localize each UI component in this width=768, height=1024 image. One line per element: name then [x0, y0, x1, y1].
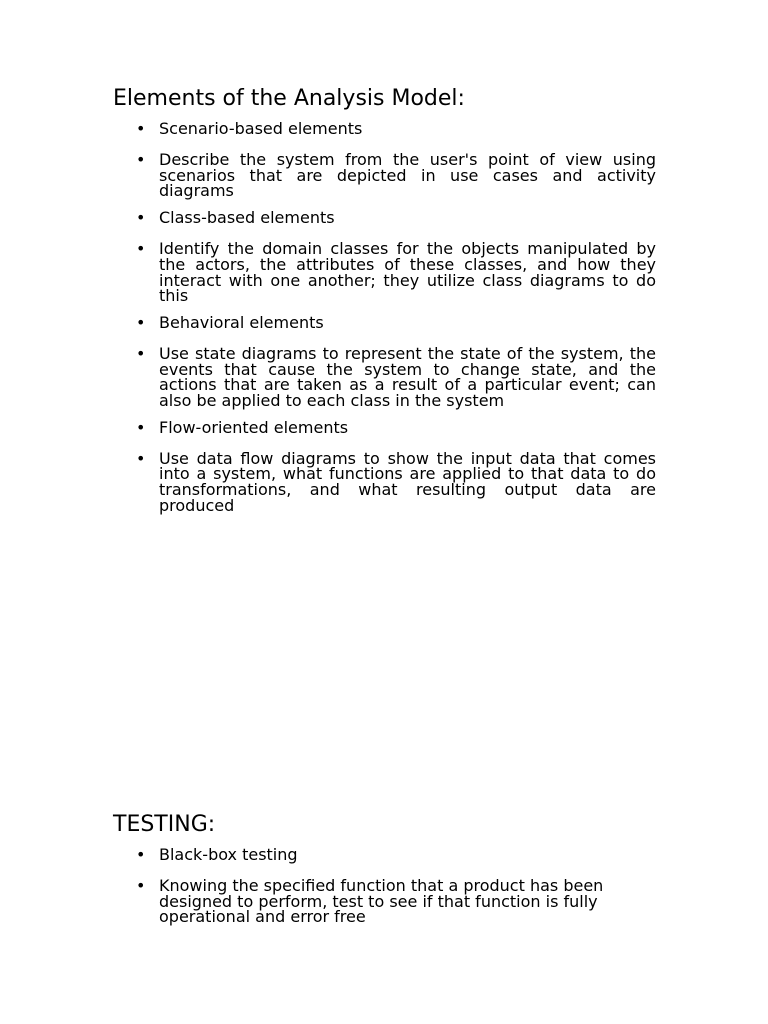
item-text: Use state diagrams to represent the state of the system, the events that cause the system to change state, and the actions that are taken as a result of a particular event; can also be applied to each class in the system: [159, 343, 656, 411]
analysis-model-section: [0, 84, 768, 514]
list-item-behavioral: [0, 312, 656, 334]
analysis-model-heading: Elements of the Analysis Model:: [113, 86, 465, 111]
list-item-class-based: [0, 207, 656, 229]
spacer: [0, 229, 768, 238]
item-text: Describe the system from the user's point of view using scenarios that are depicted in use cases and activity diagrams: [159, 150, 656, 201]
list-item-class-description: [0, 238, 656, 304]
list-item-black-box-description: [0, 875, 656, 925]
bullet-icon: •: [136, 239, 146, 259]
spacer: [0, 304, 768, 312]
bullet-icon: •: [136, 119, 146, 138]
spacer: [0, 439, 768, 448]
item-text: Identify the domain classes for the objects manipulated by the actors, the attributes of these classes, and how they interact with one another; they utilize class diagrams to do this: [159, 239, 656, 306]
testing-list: [0, 844, 768, 925]
bullet-icon: •: [136, 312, 146, 332]
spacer: [0, 334, 768, 343]
item-label: Scenario-based elements: [159, 119, 363, 138]
testing-heading: TESTING:: [113, 812, 216, 837]
analysis-model-list: [0, 118, 768, 514]
spacer: [0, 866, 768, 875]
spacer: [0, 140, 768, 149]
testing-section: [0, 810, 768, 925]
list-item-flow-description: [0, 448, 656, 514]
bullet-icon: •: [136, 343, 146, 363]
item-label: Behavioral elements: [159, 312, 324, 332]
list-item-behavioral-description: [0, 343, 656, 409]
bullet-icon: •: [136, 150, 146, 169]
spacer: [0, 199, 768, 207]
item-text: Use data flow diagrams to show the input data that comes into a system, what functions are applied to that data to do transformations, and what resulting output data are produced: [159, 448, 656, 515]
bullet-icon: •: [136, 845, 146, 864]
list-item-scenario-based: [0, 118, 656, 140]
list-item-scenario-description: [0, 149, 656, 199]
bullet-icon: •: [136, 208, 146, 228]
item-label: Class-based elements: [159, 208, 335, 228]
list-item-black-box-testing: [0, 844, 656, 866]
item-label: Flow-oriented elements: [159, 417, 349, 437]
list-item-flow-oriented: [0, 417, 656, 439]
bullet-icon: •: [136, 448, 146, 468]
item-label: Black-box testing: [159, 845, 298, 864]
item-text: Knowing the specified function that a product has been designed to perform, test to see if that function is fully operational and error free: [159, 876, 604, 927]
bullet-icon: •: [136, 417, 146, 437]
bullet-icon: •: [136, 876, 146, 895]
